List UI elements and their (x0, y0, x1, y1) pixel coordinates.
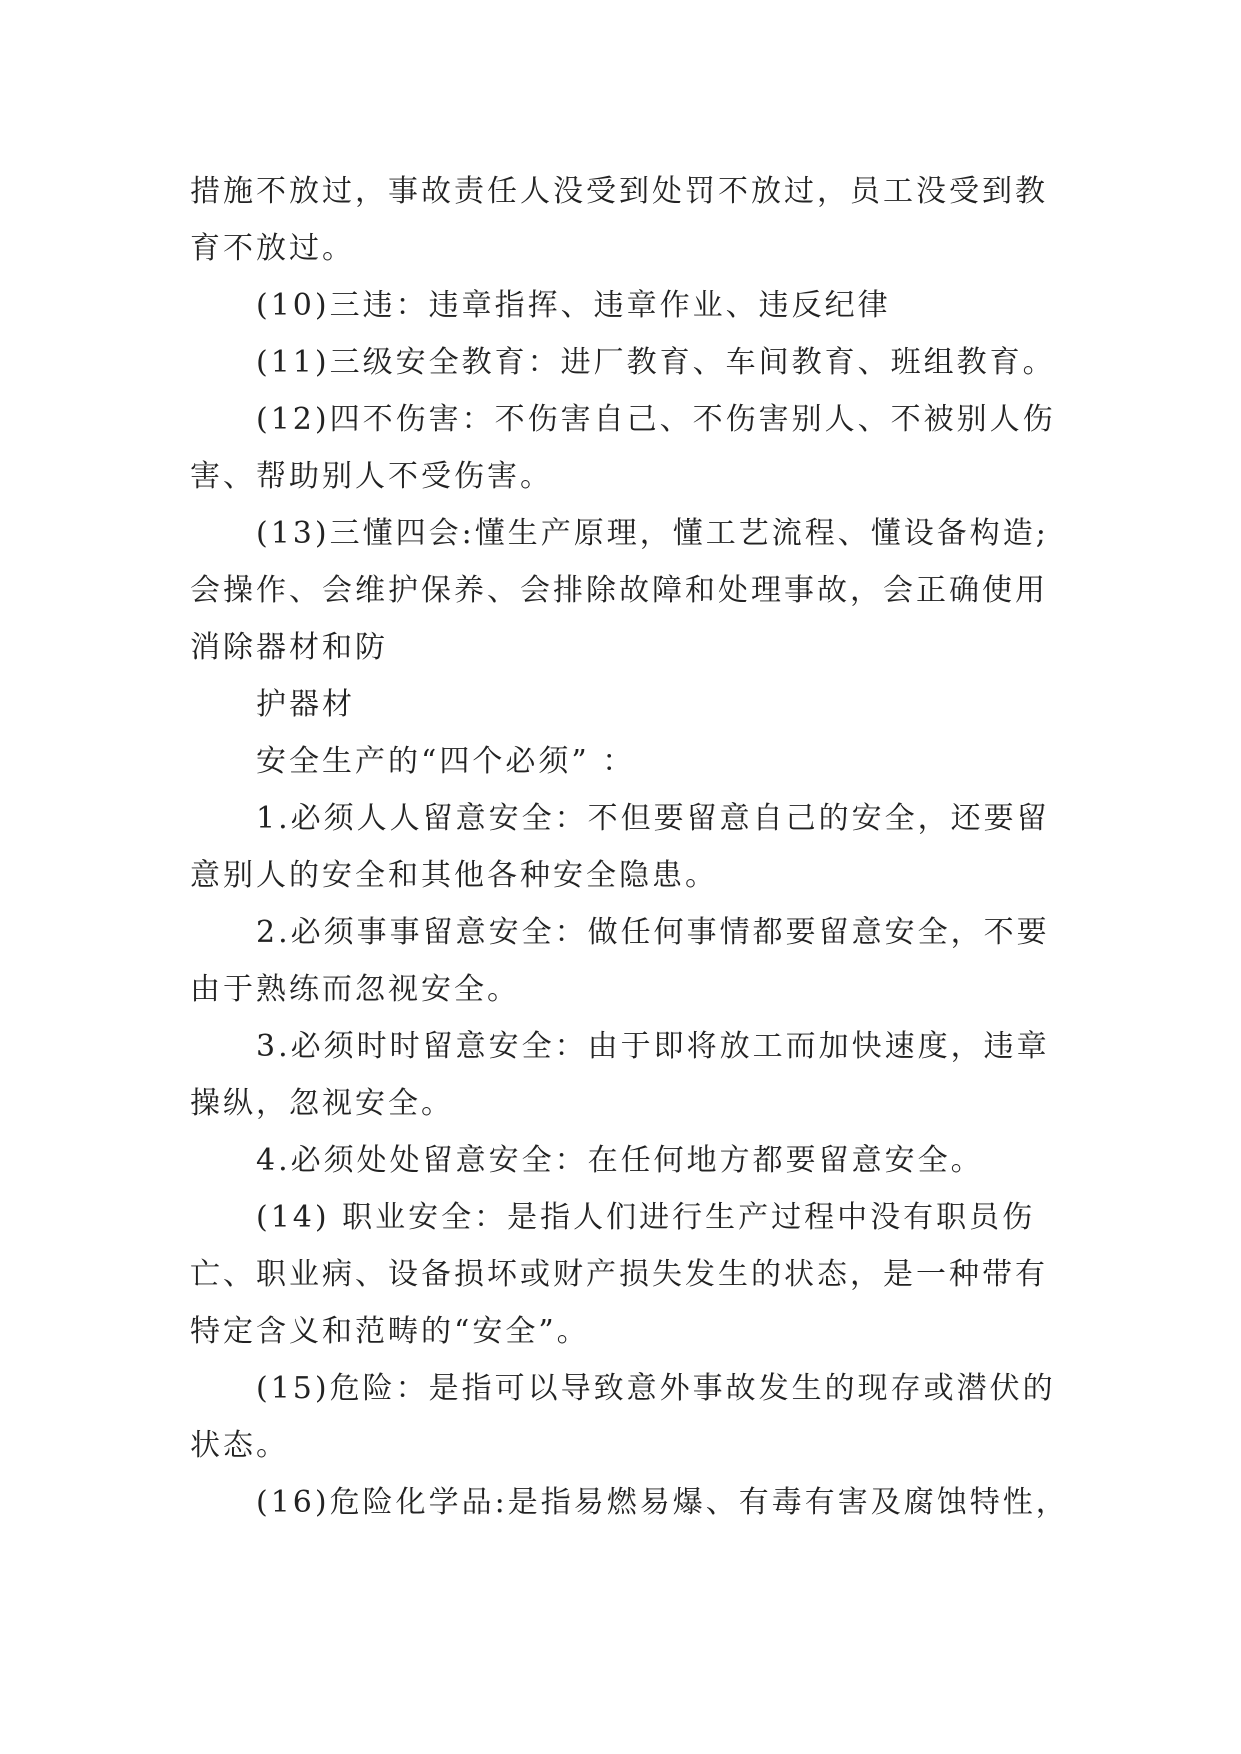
must-3: 3.必须时时留意安全：由于即将放工而加快速度，违章 (256, 1029, 1050, 1064)
four-musts-heading: 安全生产的“四个必须” ： (256, 744, 636, 779)
text-line-1: 措施不放过，事故责任人没受到处罚不放过，员工没受到教 (190, 174, 1048, 209)
item-14-cont-1: 亡、职业病、设备损坏或财产损失发生的状态，是一种带有 (190, 1257, 1048, 1292)
item-14: (14) 职业安全：是指人们进行生产过程中没有职员伤 (256, 1200, 1036, 1235)
item-13-cont-3: 护器材 (256, 687, 355, 722)
text-line-2: 育不放过。 (190, 231, 355, 266)
item-15: (15)危险：是指可以导致意外事故发生的现存或潜伏的 (256, 1371, 1056, 1406)
item-13: (13)三懂四会:懂生产原理，懂工艺流程、懂设备构造; (256, 516, 1049, 551)
must-2-cont: 由于熟练而忽视安全。 (190, 972, 520, 1007)
item-13-cont-2: 消除器材和防 (190, 630, 388, 665)
item-12-cont: 害、帮助别人不受伤害。 (190, 459, 553, 494)
item-12: (12)四不伤害：不伤害自己、不伤害别人、不被别人伤 (256, 402, 1056, 437)
item-10: (10)三违：违章指挥、违章作业、违反纪律 (256, 288, 891, 323)
item-14-cont-2: 特定含义和范畴的“安全”。 (190, 1314, 590, 1349)
must-2: 2.必须事事留意安全：做任何事情都要留意安全，不要 (256, 915, 1050, 950)
must-4: 4.必须处处留意安全：在任何地方都要留意安全。 (256, 1143, 984, 1178)
item-11: (11)三级安全教育：进厂教育、车间教育、班组教育。 (256, 345, 1056, 380)
item-16: (16)危险化学品:是指易燃易爆、有毒有害及腐蚀特性， (256, 1485, 1069, 1520)
item-15-cont: 状态。 (190, 1428, 289, 1463)
must-1-cont: 意别人的安全和其他各种安全隐患。 (190, 858, 718, 893)
must-1: 1.必须人人留意安全：不但要留意自己的安全，还要留 (256, 801, 1050, 836)
must-3-cont: 操纵，忽视安全。 (190, 1086, 454, 1121)
item-13-cont-1: 会操作、会维护保养、会排除故障和处理事故，会正确使用 (190, 573, 1048, 608)
